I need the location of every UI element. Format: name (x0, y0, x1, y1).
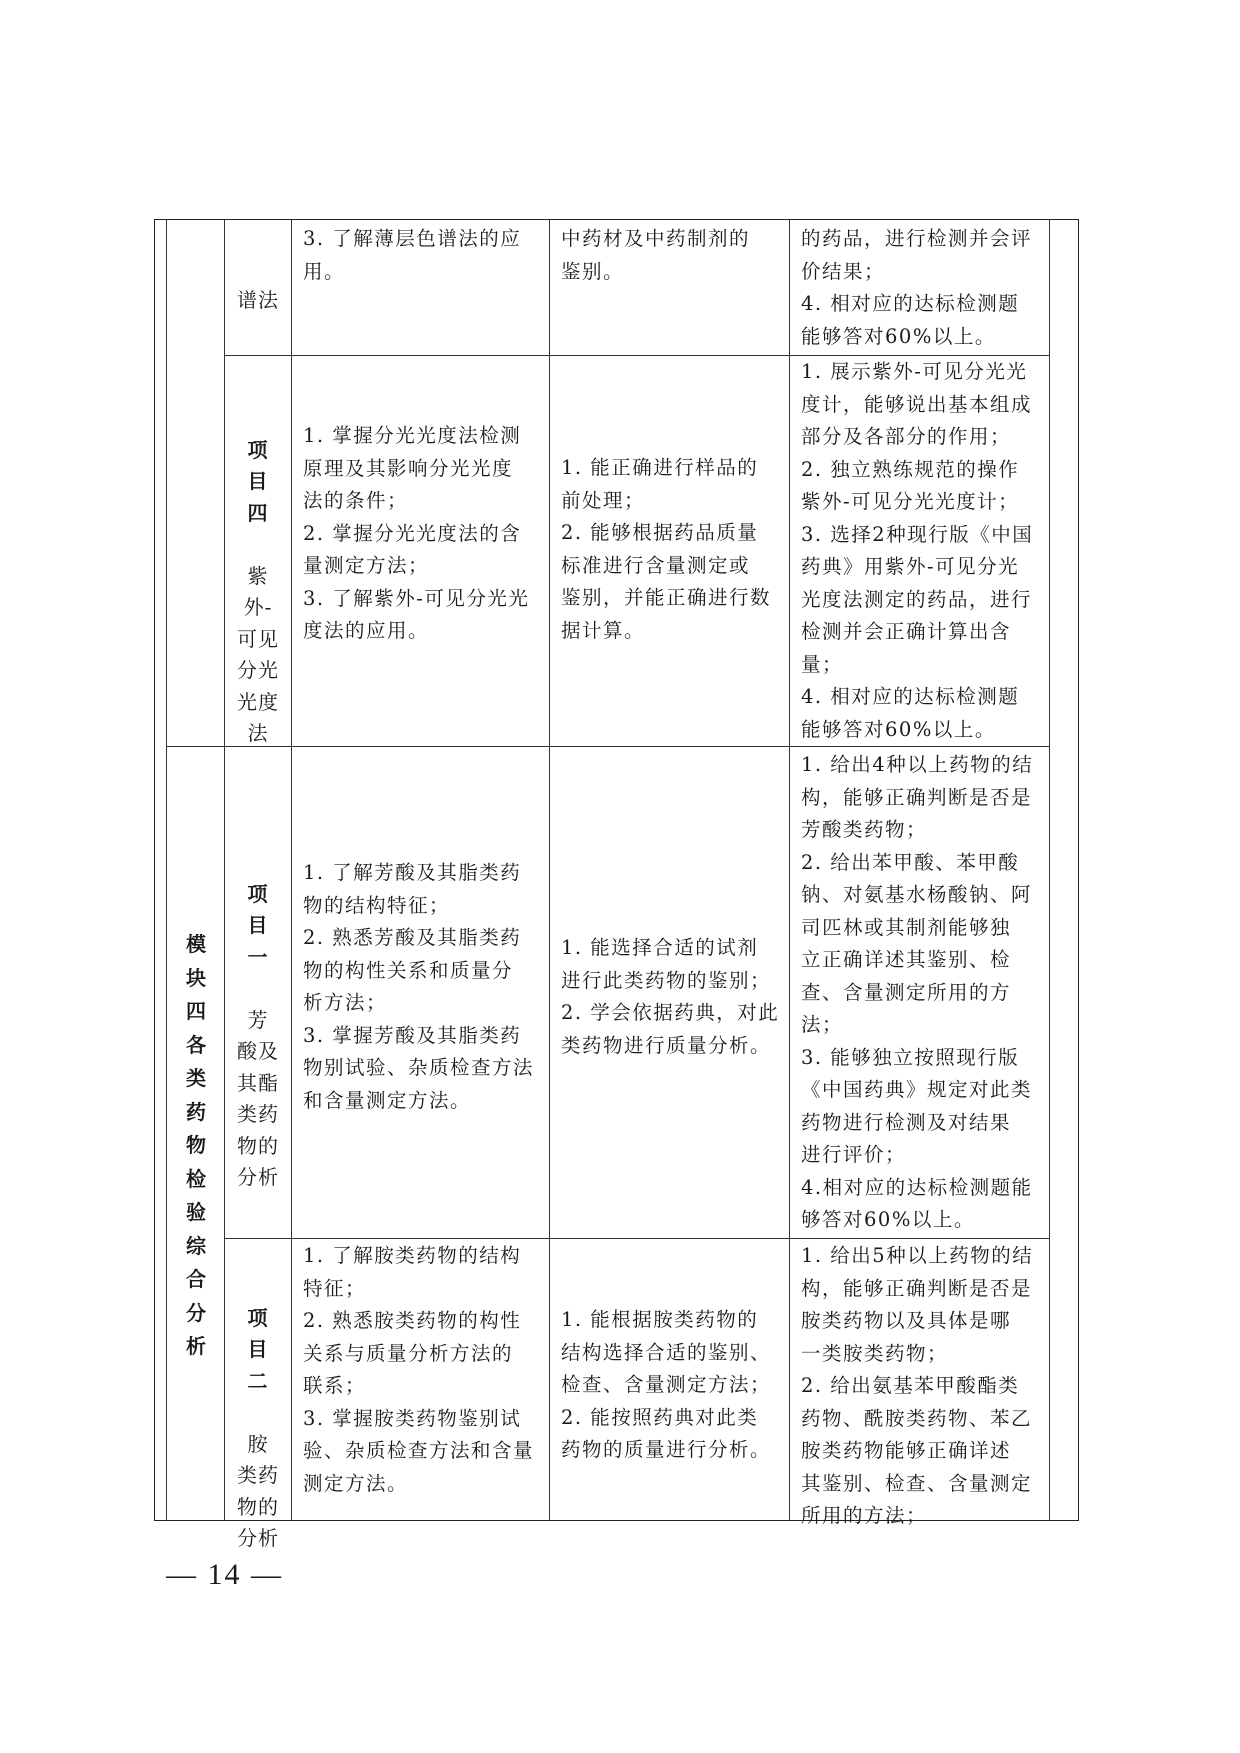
knowledge-cell: 1. 掌握分光光度法检测 原理及其影响分光光度 法的条件； 2. 掌握分光光度法的含 量测定方法； 3. 了解紫外-可见分光光 度法的应用。 (303, 424, 530, 642)
project-title: 胺 类药 物的 分析 (237, 1431, 279, 1550)
project-cell (225, 1271, 291, 1586)
column-divider (291, 220, 292, 1520)
skill-cell: 1. 能根据胺类药物的 结构选择合适的鉴别、 检查、含量测定方法； 2. 能按照药典对此类 药物的质量进行分析。 (561, 1308, 772, 1461)
knowledge-cell: 1. 了解芳酸及其脂类药 物的结构特征； 2. 熟悉芳酸及其脂类药 物的构性关系和质量分 析方法； 3. 掌握芳酸及其脂类药 物别试验、杂质检查方法 和含量测定方法。 (303, 861, 535, 1112)
knowledge-cell: 3. 了解薄层色谱法的应 用。 (303, 227, 522, 283)
skill-cell: 1. 能正确进行样品的 前处理； 2. 能够根据药品质量 标准进行含量测定或 鉴别，并能正确进行数 据计算。 (561, 456, 772, 642)
assessment-cell: 的药品，进行检测并会评 价结果； 4. 相对应的达标检测题 能够答对60%以上。 (801, 227, 1033, 348)
module-label: 模 块 四 各 类 药 物 检 验 综 合 分 析 (186, 932, 206, 1358)
project-number: 项 目 四 (247, 437, 269, 525)
assessment-cell: 1. 展示紫外-可见分光光 度计，能够说出基本组成 部分及各部分的作用； 2. 独立熟练规范的操作 紫外-可见分光光度计； 3. 选择2种现行版《中国 药典》用紫外-可见分光 光度法测定的药品，进行 检测并会正确计算出含 量； 4. 相对应的达标检测题 能够答对60%以上。 (801, 360, 1034, 741)
column-divider (1049, 220, 1050, 1520)
assessment-cell: 1. 给出4种以上药物的结 构，能够正确判断是否是 芳酸类药物； 2. 给出苯甲酸、苯甲酸 钠、对氨基水杨酸钠、阿 司匹林或其制剂能够独 立正确详述其鉴别、检 查、含量测定所用的方 法； 3. 能够独立按照现行版 《中国药典》规定对此类 药物进行检测及对结果 进行评价； 4.相对应的达标检测题能 够答对60%以上。 (801, 753, 1034, 1231)
project-cell (225, 847, 291, 1225)
assessment-cell: 1. 给出5种以上药物的结 构，能够正确判断是否是 胺类药物以及具体是哪 一类胺类药物； 2. 给出氨基苯甲酸酯类 药物、酰胺类药物、苯乙 胺类药物能够正确详述 其鉴别、检查、含量测定 所用的方法； (801, 1244, 1034, 1527)
page-number: — 14 — (166, 1558, 283, 1591)
project-title: 芳 酸及 其酯 类药 物的 分析 (237, 1007, 279, 1189)
project-number: 项 目 一 (247, 881, 269, 969)
skill-cell: 1. 能选择合适的试剂 进行此类药物的鉴别； 2. 学会依据药典，对此 类药物进行质量分析。 (561, 936, 780, 1057)
column-divider (549, 220, 550, 1520)
column-divider (789, 220, 790, 1520)
project-cell (225, 222, 291, 348)
skill-cell: 中药材及中药制剂的 鉴别。 (561, 227, 751, 283)
project-title: 紫 外- 可见 分光 光度 法 (237, 563, 279, 745)
curriculum-table (154, 219, 1079, 1550)
row-divider (166, 746, 1049, 747)
project-number: 项 目 二 (247, 1305, 269, 1393)
row-divider (224, 1238, 1049, 1239)
project-title: 谱法 (237, 288, 279, 312)
project-cell (225, 403, 291, 781)
column-divider (166, 220, 167, 1520)
knowledge-cell: 1. 了解胺类药物的结构 特征； 2. 熟悉胺类药物的构性 关系与质量分析方法的 联系； 3. 掌握胺类药物鉴别试 验、杂质检查方法和含量 测定方法。 (303, 1244, 535, 1495)
